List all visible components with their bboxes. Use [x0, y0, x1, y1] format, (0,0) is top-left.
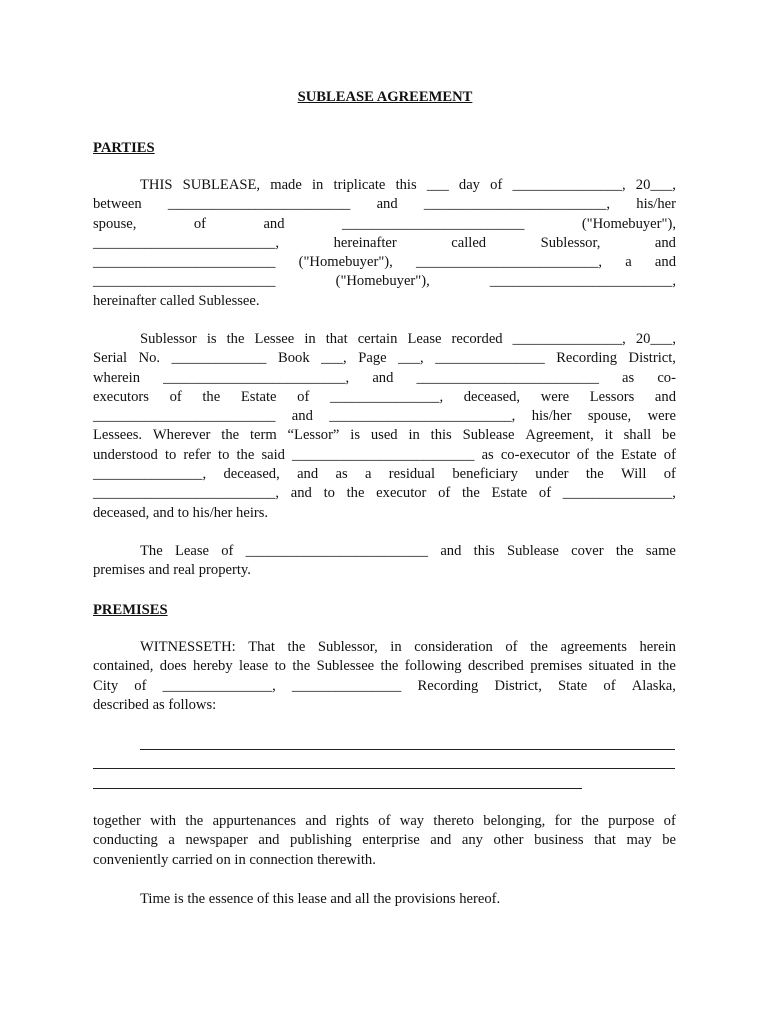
word: the [585, 466, 604, 483]
word: in [408, 427, 420, 444]
word: of [663, 466, 676, 483]
word: the [287, 639, 306, 655]
word: a [625, 254, 632, 271]
word: publishing [290, 832, 352, 849]
word: term [249, 427, 277, 444]
word: of [603, 677, 616, 694]
word: a [364, 466, 372, 483]
word: the [202, 388, 221, 405]
document-title: SUBLEASE AGREEMENT [297, 89, 473, 105]
description-blank-line [140, 749, 675, 750]
paragraph-line [93, 215, 676, 234]
word: it [604, 427, 613, 444]
word: co-executor [500, 446, 570, 463]
word: enterprise [362, 832, 420, 849]
paragraph-line [93, 504, 676, 523]
word: and [372, 369, 394, 386]
word: “Lessor” [287, 427, 340, 444]
word: District, [628, 350, 676, 367]
word: this [395, 177, 417, 193]
word: _________________________ [292, 446, 475, 463]
word: _______________, [329, 388, 444, 405]
word: of [538, 485, 552, 502]
word: rights [335, 813, 369, 829]
word: and [376, 196, 398, 213]
word: purpose [608, 813, 655, 829]
word: lease [239, 658, 269, 675]
word: Serial [93, 350, 128, 367]
word: State [558, 677, 588, 694]
word: Page [358, 350, 387, 367]
word: that [594, 832, 616, 849]
word: of [505, 639, 518, 655]
word: to [164, 446, 177, 463]
paragraph-line [93, 465, 676, 484]
word: his/her [531, 408, 572, 425]
paragraph-line [93, 349, 676, 368]
paragraph-line [93, 561, 676, 580]
word: and [430, 832, 452, 849]
word: recorded [451, 331, 503, 347]
word: to [323, 485, 335, 502]
word: understood [93, 446, 158, 463]
word: _________________________, [423, 196, 610, 213]
parties-paragraph-1 [93, 176, 676, 311]
word: and [654, 254, 676, 271]
paragraph-line [93, 292, 676, 311]
word: deceased, and to his/her heirs. [93, 504, 269, 521]
word: herein [639, 639, 676, 655]
word: 20___, [635, 331, 676, 347]
word: Sublessee [316, 658, 375, 675]
paragraph-line [93, 369, 676, 388]
word: _______________, [93, 466, 207, 483]
word: _________________________, [329, 408, 516, 425]
word: premises [530, 658, 583, 675]
word: Estate [491, 485, 528, 502]
word: The [140, 543, 163, 559]
word: the [462, 485, 480, 502]
word: said [261, 446, 285, 463]
word: Sublessor [140, 331, 197, 347]
word: of [663, 813, 676, 829]
word: this [473, 543, 495, 559]
paragraph-line [93, 253, 676, 272]
word: hereinafter [333, 234, 397, 251]
word: under [535, 466, 569, 483]
word: the [615, 543, 634, 559]
word: the [236, 446, 255, 463]
word: described [467, 658, 524, 675]
word: _________________________ [167, 196, 351, 213]
word: the [580, 813, 599, 829]
premises-paragraph-2 [93, 812, 676, 870]
word: conveniently carried on in connection therewith. [93, 851, 376, 868]
word: _______________ [291, 677, 402, 694]
word: District, [494, 677, 542, 694]
word: triplicate [333, 177, 386, 193]
description-blank-line [93, 768, 675, 769]
word: for [554, 813, 572, 829]
word: spouse, [587, 408, 632, 425]
word: the [185, 813, 204, 829]
word: as [481, 446, 494, 463]
word: Time is the essence of this lease and all the provisions hereof. [140, 891, 501, 907]
word: refer [183, 446, 211, 463]
word: 20___, [635, 177, 676, 193]
word: _________________________ [416, 369, 599, 386]
word: to [218, 446, 230, 463]
word: ___ [426, 177, 449, 193]
paragraph-line [93, 851, 676, 870]
paragraph-line [93, 234, 676, 253]
word: to [274, 658, 286, 675]
word: Estate [240, 388, 277, 405]
paragraph-line [93, 272, 676, 291]
word: any [461, 832, 483, 849]
word: a [168, 832, 175, 849]
word: City [93, 677, 119, 694]
word: _______________, [512, 331, 626, 347]
word: consideration [414, 639, 493, 655]
word: described as follows: [93, 696, 217, 713]
word: appurtenances [212, 813, 297, 829]
word: of [438, 485, 451, 502]
word: hereby [192, 658, 233, 675]
paragraph-line [93, 677, 676, 696]
word: used [370, 427, 398, 444]
parties-heading: PARTIES [93, 140, 155, 156]
word: of [221, 543, 234, 559]
word: of [193, 215, 206, 232]
word: and [258, 832, 280, 849]
word: ("Homebuyer"), [581, 215, 676, 232]
word: be [662, 832, 676, 849]
word: SUBLEASE, [182, 177, 261, 193]
word: wherein [93, 369, 141, 386]
word: of [378, 813, 391, 829]
word: executor [376, 485, 427, 502]
word: between [93, 196, 142, 213]
word: in [304, 331, 316, 347]
word: shall [623, 427, 652, 444]
word: business [534, 832, 584, 849]
word: _______________, [162, 677, 276, 694]
word: hereinafter called Sublessee. [93, 292, 260, 309]
word: the [596, 446, 614, 463]
word: as [335, 466, 348, 483]
word: deceased, [223, 466, 280, 483]
word: _________________________ [341, 215, 525, 232]
word: as [622, 369, 635, 386]
word: _______________, [512, 177, 626, 193]
word: together [93, 813, 141, 829]
word: spouse, [93, 215, 137, 232]
word: Sublessor, [317, 639, 378, 655]
word: Wherever [152, 427, 211, 444]
paragraph-line [93, 195, 676, 214]
word: WITNESSETH: [140, 639, 236, 655]
word: _________________________, [163, 369, 350, 386]
paragraph-line [93, 330, 676, 349]
word: Lease [407, 331, 442, 347]
word: be [662, 427, 676, 444]
word: may [626, 832, 652, 849]
word: No. [138, 350, 161, 367]
word: his/her [636, 196, 676, 213]
word: ___, [321, 350, 347, 367]
word: of [490, 177, 503, 193]
word: cover [571, 543, 604, 559]
paragraph-line [93, 176, 676, 195]
word: situated [588, 658, 634, 675]
word: Estate [621, 446, 657, 463]
word: Recording [417, 677, 479, 694]
premises-paragraph-1 [93, 638, 676, 715]
word: newspaper [185, 832, 248, 849]
word: conducting [93, 832, 158, 849]
paragraph-line [93, 696, 676, 715]
word: same [645, 543, 676, 559]
word: and [440, 543, 462, 559]
word: and [297, 466, 319, 483]
word: does [159, 658, 187, 675]
word: _________________________ [93, 273, 276, 290]
paragraph-line [93, 388, 676, 407]
word: Recording [556, 350, 617, 367]
word: in [312, 177, 324, 193]
word: Will [621, 466, 647, 483]
word: agreements [560, 639, 627, 655]
word: _____________ [171, 350, 267, 367]
word: with [150, 813, 177, 829]
word: Book [278, 350, 310, 367]
word: and [291, 408, 313, 425]
word: Lessee [254, 331, 295, 347]
word: ("Homebuyer"), [298, 254, 393, 271]
parties-paragraph-3 [93, 542, 676, 581]
word: of [169, 388, 182, 405]
word: and [654, 234, 676, 251]
word: in [390, 639, 402, 655]
word: of [663, 446, 676, 463]
word: _______________ [435, 350, 545, 367]
word: _________________________, [93, 485, 280, 502]
word: thereto [433, 813, 474, 829]
word: THIS [140, 177, 173, 193]
word: _________________________ [245, 543, 429, 559]
paragraph-line [93, 426, 676, 445]
word: the [380, 658, 399, 675]
word: beneficiary [452, 466, 518, 483]
word: Sublease [507, 543, 559, 559]
word: the [346, 485, 365, 502]
word: ("Homebuyer"), [335, 273, 430, 290]
word: were [647, 408, 676, 425]
word: _________________________, [415, 254, 603, 271]
word: _________________________ [93, 254, 276, 271]
word: _______________, [562, 485, 676, 502]
paragraph-line [93, 812, 676, 831]
word: Agreement, [525, 427, 594, 444]
word: way [399, 813, 425, 829]
word: day [458, 177, 480, 193]
description-blank-line [93, 788, 582, 789]
word: Lease [174, 543, 209, 559]
word: Sublease [462, 427, 515, 444]
word: and [263, 215, 285, 232]
word: following [404, 658, 462, 675]
word: is [206, 331, 217, 347]
word: residual [388, 466, 435, 483]
word: in [640, 658, 652, 675]
word: _________________________, [489, 273, 676, 290]
word: certain [357, 331, 398, 347]
word: and [290, 485, 312, 502]
word: premises and real property. [93, 562, 251, 579]
word: deceased, [463, 388, 521, 405]
paragraph-line [93, 542, 676, 561]
word: the [226, 331, 245, 347]
word: that [325, 331, 348, 347]
word: of [576, 446, 589, 463]
word: _________________________ [93, 408, 276, 425]
paragraph-line [93, 831, 676, 850]
premises-heading: PREMISES [93, 602, 168, 618]
word: of [297, 388, 310, 405]
word: co- [657, 369, 676, 386]
word: Alaska, [631, 677, 676, 694]
word: ___, [398, 350, 424, 367]
word: the [221, 427, 240, 444]
word: the [530, 639, 548, 655]
paragraph-line [93, 890, 676, 909]
word: other [493, 832, 524, 849]
paragraph-line [93, 407, 676, 426]
word: belonging, [483, 813, 546, 829]
word: is [350, 427, 360, 444]
word: executors [93, 388, 149, 405]
word: Sublessor, [540, 234, 601, 251]
parties-paragraph-2 [93, 330, 676, 523]
word: and [305, 813, 327, 829]
word: of [134, 677, 147, 694]
word: contained, [93, 658, 154, 675]
word: That [248, 639, 275, 655]
word: made [270, 177, 302, 193]
premises-paragraph-3 [93, 890, 676, 909]
paragraph-line [93, 446, 676, 465]
paragraph-line [93, 638, 676, 657]
word: _________________________, [93, 234, 280, 251]
word: were [540, 388, 570, 405]
word: the [658, 658, 676, 675]
word: this [430, 427, 452, 444]
word: Lessors [589, 388, 635, 405]
paragraph-line [93, 657, 676, 676]
word: called [451, 234, 487, 251]
word: Lessees. [93, 427, 143, 444]
word: the [292, 658, 311, 675]
paragraph-line [93, 484, 676, 503]
word: and [654, 388, 676, 405]
